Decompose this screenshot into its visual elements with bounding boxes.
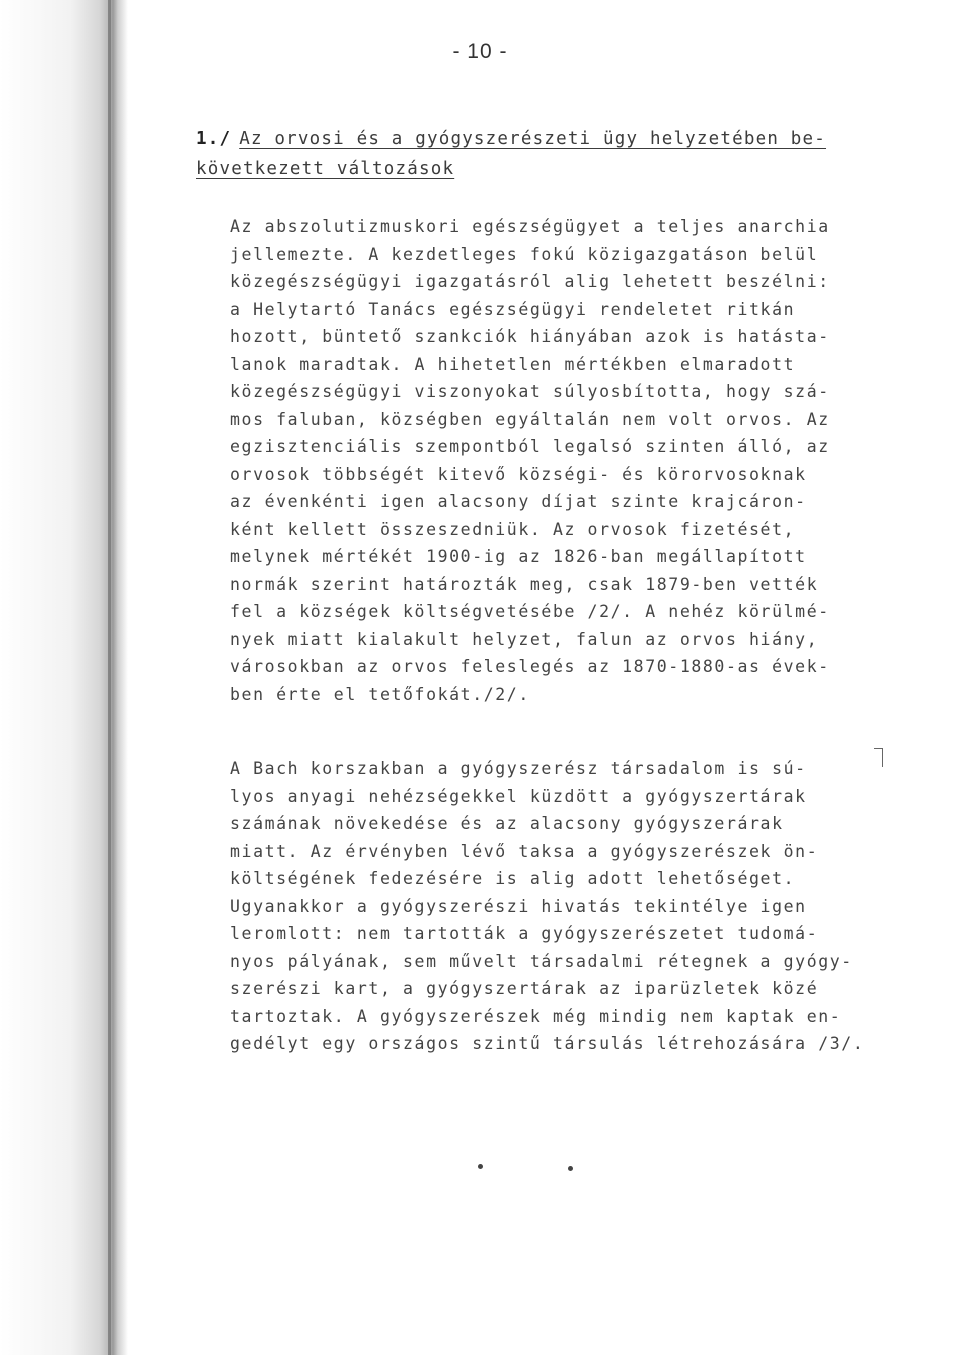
- text-line: mos faluban, községben egyáltalán nem volt orvos. Az: [230, 409, 830, 429]
- text-line: orvosok többségét kitevő községi- és körorvosoknak: [230, 464, 807, 484]
- text-line: tartoztak. A gyógyszerészek még mindig nem kaptak en-: [230, 1006, 842, 1026]
- section-title: Az orvosi és a gyógyszerészeti ügy helyzetében be- következett változások: [196, 129, 827, 179]
- text-line: gedélyt egy országos szintű társulás létrehozására /3/.: [230, 1034, 865, 1053]
- text-line: közegészségügyi igazgatásról alig lehetett beszélni:: [230, 272, 830, 291]
- text-line: közegészségügyi viszonyokat súlyosbította, hogy szá-: [230, 382, 830, 401]
- text-line: A Bach korszakban a gyógyszerész társadalom is sú-: [230, 759, 807, 778]
- text-line: Ugyanakkor a gyógyszerészi hivatás tekintélye igen: [230, 896, 807, 916]
- page-number: - 10 -: [452, 40, 508, 63]
- text-line: fel a községek költségvetésébe /2/. A nehéz körülmé-: [230, 602, 830, 621]
- text-line: normák szerint határozták meg, csak 1879-ben vették: [230, 574, 819, 594]
- text-line: miatt. Az érvényben lévő taksa a gyógyszerészek ön-: [230, 841, 819, 861]
- text-line: egzisztenciális szempontból legalsó szinten álló, az: [230, 437, 830, 456]
- text-line: nyos pályának, sem művelt társadalmi rétegnek a gyógy-: [230, 951, 853, 971]
- text-line: az évenkénti igen alacsony díjat szinte krajcáron-: [230, 492, 807, 511]
- section-heading: [196, 124, 876, 184]
- text-line: Az abszolutizmuskori egészségügyet a teljes anarchia: [230, 217, 830, 236]
- text-line: költségének fedezésére is alig adott lehetőséget.: [230, 869, 796, 888]
- text-line: szerészi kart, a gyógyszertárak az iparüzletek közé: [230, 979, 819, 998]
- text-line: melynek mértékét 1900-ig az 1826-ban megállapított: [230, 547, 807, 566]
- text-line: nyek miatt kialakult helyzet, falun az orvos hiány,: [230, 629, 819, 649]
- text-line: számának növekedése és az alacsony gyógyszerárak: [230, 814, 784, 833]
- text-line: ként kellett összeszedniük. Az orvosok fizetését,: [230, 519, 796, 539]
- text-line: lyos anyagi nehézségekkel küzdött a gyógyszertárak: [230, 786, 807, 806]
- paragraph-physicians: [230, 213, 870, 708]
- stray-dot: [568, 1166, 573, 1171]
- text-line: jellemezte. A kezdetleges fokú közigazgatáson belül: [230, 244, 819, 264]
- text-line: ben érte el tetőfokát./2/.: [230, 684, 530, 704]
- stray-dot: [478, 1164, 483, 1169]
- text-line: lanok maradtak. A hihetetlen mértékben elmaradott: [230, 354, 796, 374]
- text-line: a Helytartó Tanács egészségügyi rendeletet ritkán: [230, 299, 796, 319]
- scan-binding-edge: [108, 0, 111, 1355]
- paragraph-pharmacists: [230, 755, 870, 1058]
- margin-bracket-mark: [874, 748, 883, 767]
- text-line: városokban az orvos feleslegés az 1870-1880-as évek-: [230, 657, 830, 676]
- text-line: leromlott: nem tartották a gyógyszerészetet tudomá-: [230, 924, 819, 943]
- text-line: hozott, büntető szankciók hiányában azok is hatásta-: [230, 327, 830, 346]
- section-number: 1./: [196, 129, 232, 149]
